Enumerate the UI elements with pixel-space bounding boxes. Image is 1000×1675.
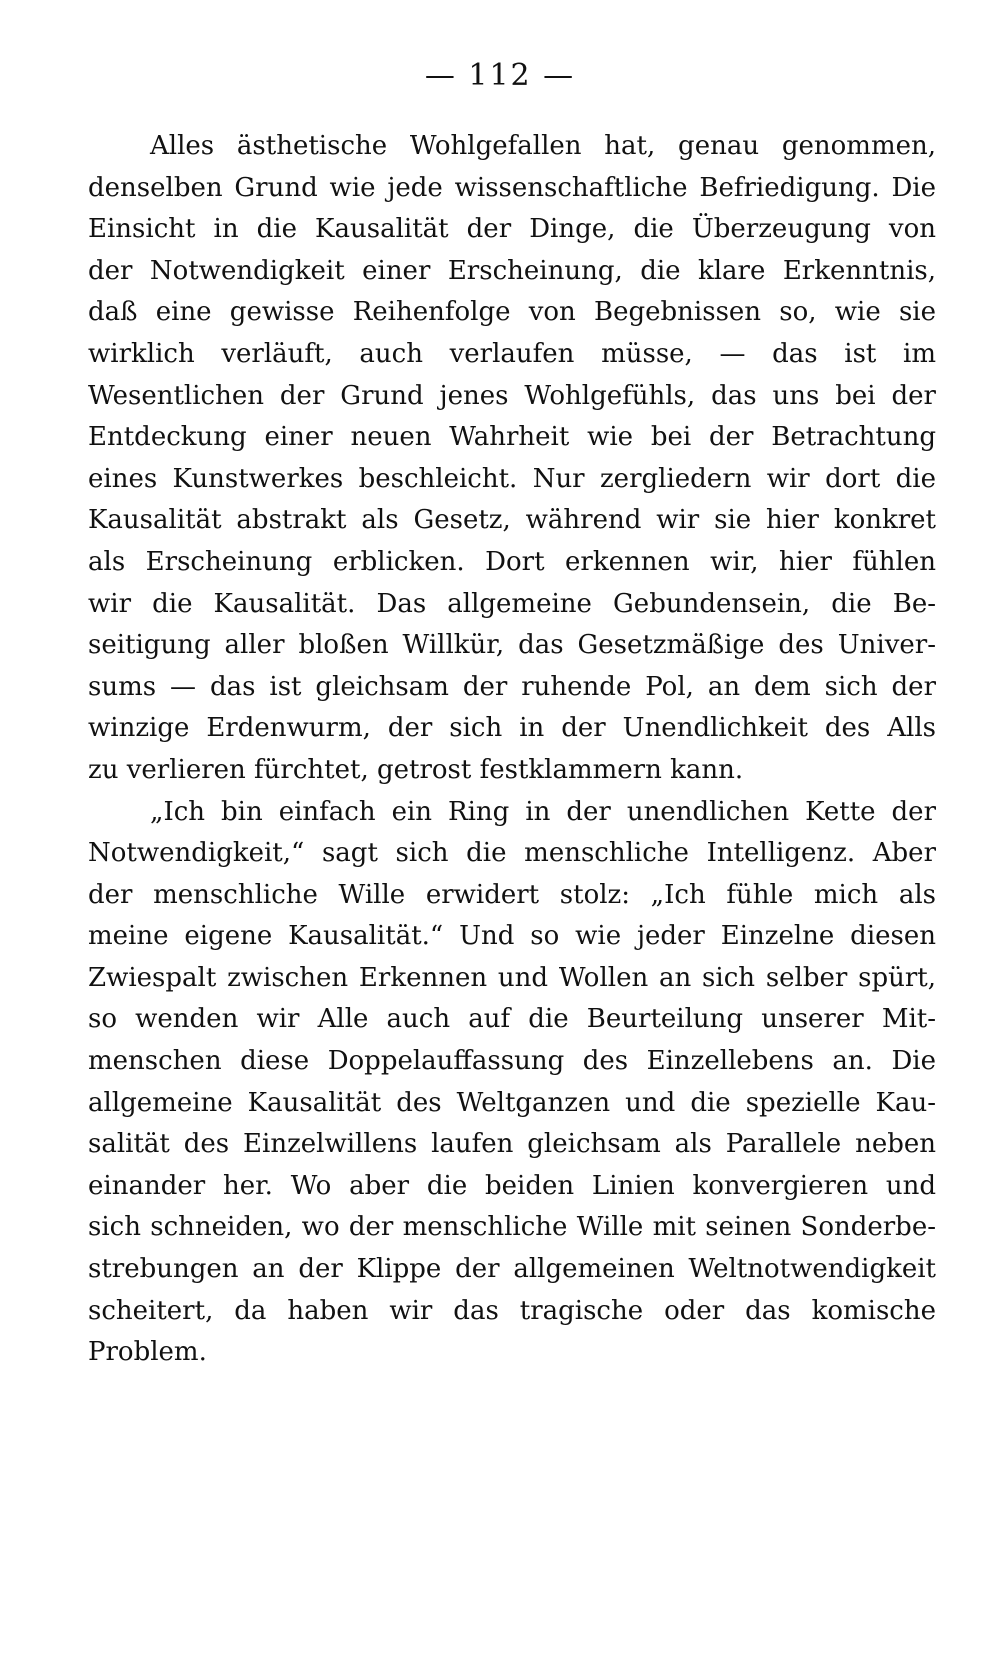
text-line: Kausalität abstrakt als Gesetz, während wir sie hier konkret (88, 505, 936, 536)
text-line: als Erscheinung erblicken. Dort erkennen wir, hier fühlen (88, 546, 936, 577)
text-line: so wenden wir Alle auch auf die Beurteilung unserer Mit- (88, 1004, 936, 1035)
text-line: „Ich bin einfach ein Ring in der unendlichen Kette der (150, 796, 936, 827)
text-line: Problem. (88, 1337, 207, 1368)
text-line: sich schneiden, wo der menschliche Wille mit seinen Sonderbe- (88, 1212, 936, 1243)
text-line: scheitert, da haben wir das tragische oder das komische (88, 1295, 936, 1326)
text-line: wir die Kausalität. Das allgemeine Gebundensein, die Be- (88, 588, 936, 619)
text-line: seitigung aller bloßen Willkür, das Gesetzmäßige des Univer- (88, 630, 936, 661)
text-line: Entdeckung einer neuen Wahrheit wie bei der Betrachtung (88, 422, 936, 453)
text-line: salität des Einzelwillens laufen gleichsam als Parallele neben (88, 1129, 936, 1160)
text-line: eines Kunstwerkes beschleicht. Nur zergliedern wir dort die (88, 463, 936, 494)
text-line: einander her. Wo aber die beiden Linien konvergieren und (88, 1170, 936, 1201)
text-line: menschen diese Doppelauffassung des Einzellebens an. Die (88, 1046, 936, 1077)
text-line: Zwiespalt zwischen Erkennen und Wollen an sich selber spürt, (88, 962, 936, 993)
page-number: — 112 — (424, 58, 576, 93)
text-line: Einsicht in die Kausalität der Dinge, die Überzeugung von (88, 214, 936, 245)
paragraph-1 (88, 126, 936, 792)
text-line: der Notwendigkeit einer Erscheinung, die klare Erkenntnis, (88, 255, 936, 286)
text-line: denselben Grund wie jede wissenschaftliche Befriedigung. Die (88, 172, 936, 203)
text-line: meine eigene Kausalität.“ Und so wie jeder Einzelne diesen (88, 921, 936, 952)
text-line: Wesentlichen der Grund jenes Wohlgefühls, das uns bei der (88, 380, 936, 411)
text-line: zu verlieren fürchtet, getrost festklammern kann. (88, 754, 744, 785)
body-text (88, 126, 936, 1374)
paragraph-2 (88, 792, 936, 1374)
text-line: wirklich verläuft, auch verlaufen müsse, — das ist im (88, 338, 936, 369)
text-line: strebungen an der Klippe der allgemeinen Weltnotwendigkeit (88, 1254, 936, 1285)
text-line: sums — das ist gleichsam der ruhende Pol, an dem sich der (88, 671, 936, 702)
text-line: daß eine gewisse Reihenfolge von Begebnissen so, wie sie (88, 297, 936, 328)
text-line: Alles ästhetische Wohlgefallen hat, genau genommen, (150, 131, 936, 161)
text-line: Notwendigkeit,“ sagt sich die menschliche Intelligenz. Aber (88, 838, 936, 869)
text-line: allgemeine Kausalität des Weltganzen und die spezielle Kau- (88, 1087, 936, 1118)
text-line: winzige Erdenwurm, der sich in der Unendlichkeit des Alls (88, 713, 936, 744)
text-line: der menschliche Wille erwidert stolz: „Ich fühle mich als (88, 879, 936, 910)
